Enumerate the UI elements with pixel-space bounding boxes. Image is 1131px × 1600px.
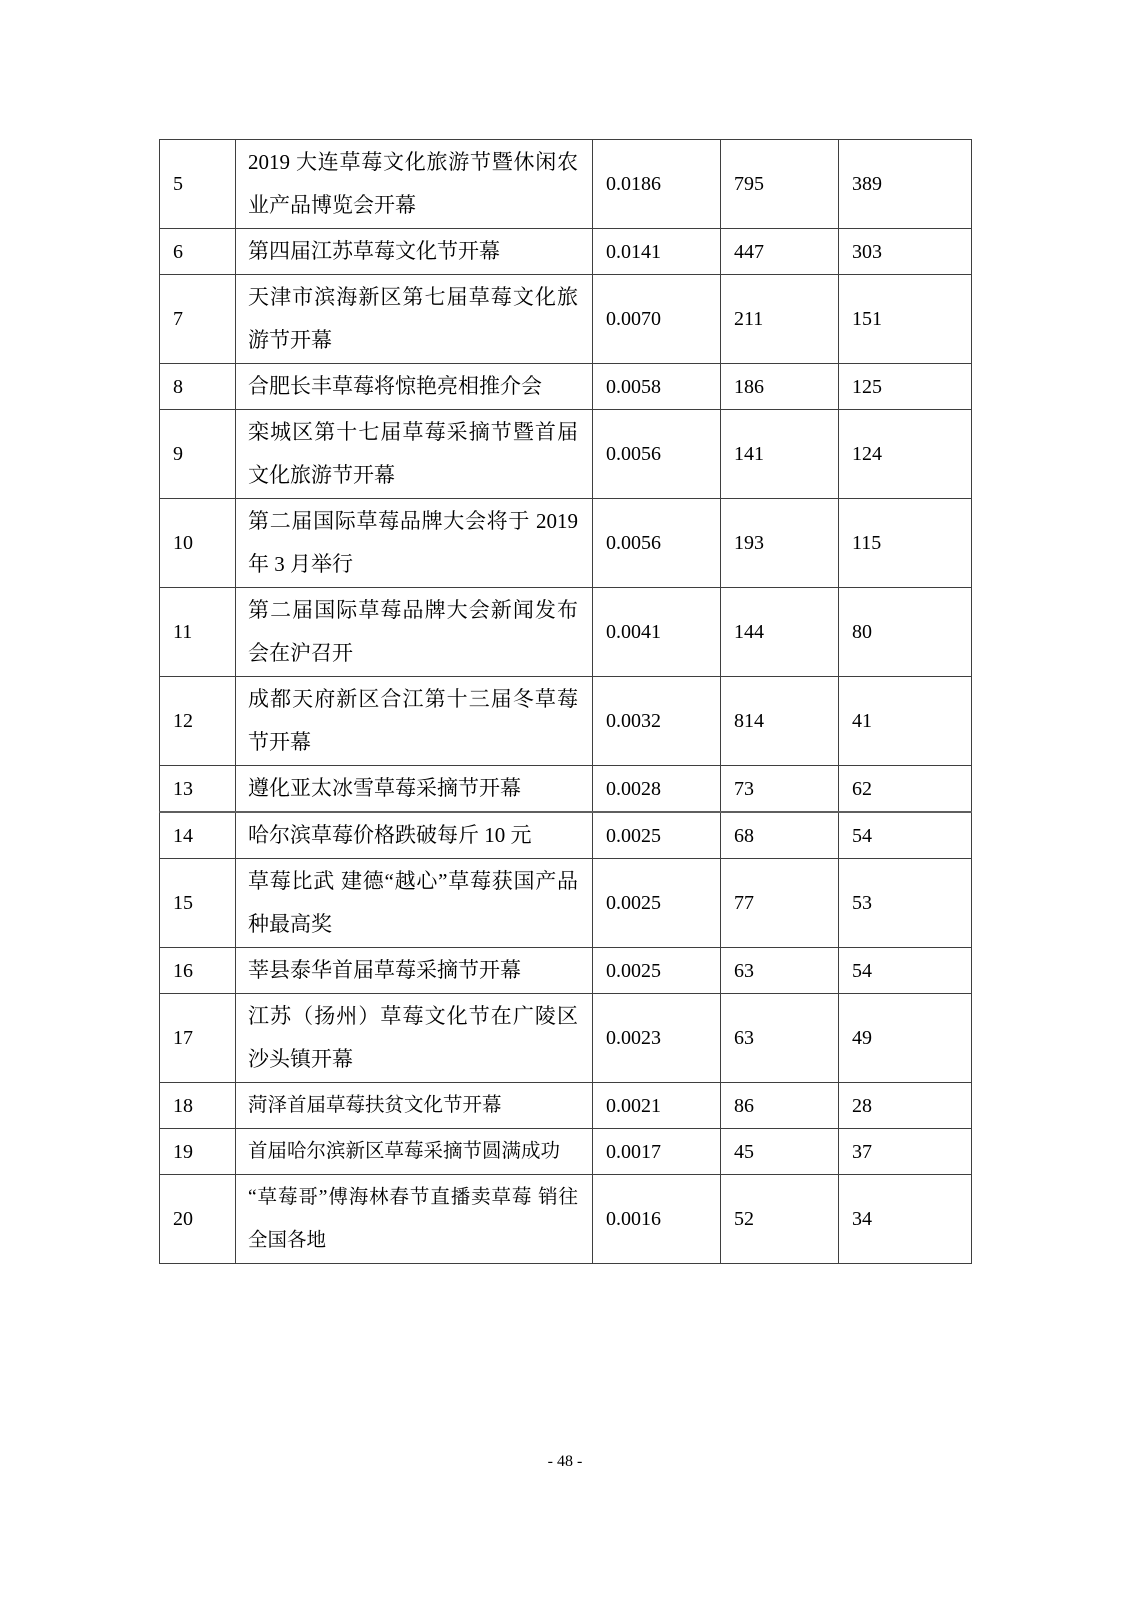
cell-heat: 0.0016 bbox=[593, 1175, 721, 1264]
cell-title: 成都天府新区合江第十三届冬草莓节开幕 bbox=[236, 677, 593, 766]
cell-total: 86 bbox=[721, 1083, 839, 1129]
cell-heat: 0.0017 bbox=[593, 1129, 721, 1175]
cell-rank: 12 bbox=[160, 677, 236, 766]
cell-heat: 0.0028 bbox=[593, 766, 721, 813]
cell-media: 54 bbox=[839, 812, 972, 859]
news-ranking-table bbox=[159, 139, 972, 1264]
cell-rank: 13 bbox=[160, 766, 236, 813]
cell-heat: 0.0021 bbox=[593, 1083, 721, 1129]
cell-media: 53 bbox=[839, 859, 972, 948]
table-row bbox=[160, 948, 972, 994]
cell-title: 第二届国际草莓品牌大会新闻发布会在沪召开 bbox=[236, 588, 593, 677]
table-row bbox=[160, 677, 972, 766]
cell-title: “草莓哥”傅海林春节直播卖草莓 销往全国各地 bbox=[236, 1175, 593, 1264]
cell-rank: 5 bbox=[160, 140, 236, 229]
cell-title: 合肥长丰草莓将惊艳亮相推介会 bbox=[236, 364, 593, 410]
cell-rank: 8 bbox=[160, 364, 236, 410]
cell-total: 193 bbox=[721, 499, 839, 588]
table-row bbox=[160, 364, 972, 410]
table-row bbox=[160, 859, 972, 948]
cell-rank: 14 bbox=[160, 812, 236, 859]
cell-title: 遵化亚太冰雪草莓采摘节开幕 bbox=[236, 766, 593, 813]
cell-total: 63 bbox=[721, 994, 839, 1083]
cell-heat: 0.0056 bbox=[593, 410, 721, 499]
table-row bbox=[160, 812, 972, 859]
cell-title: 哈尔滨草莓价格跌破每斤 10 元 bbox=[236, 812, 593, 859]
cell-title: 第二届国际草莓品牌大会将于 2019 年 3 月举行 bbox=[236, 499, 593, 588]
cell-heat: 0.0025 bbox=[593, 859, 721, 948]
cell-media: 54 bbox=[839, 948, 972, 994]
news-table-body bbox=[160, 140, 972, 1264]
cell-media: 41 bbox=[839, 677, 972, 766]
cell-heat: 0.0186 bbox=[593, 140, 721, 229]
cell-title: 莘县泰华首届草莓采摘节开幕 bbox=[236, 948, 593, 994]
cell-media: 37 bbox=[839, 1129, 972, 1175]
cell-media: 80 bbox=[839, 588, 972, 677]
cell-media: 303 bbox=[839, 229, 972, 275]
cell-total: 45 bbox=[721, 1129, 839, 1175]
cell-title: 菏泽首届草莓扶贫文化节开幕 bbox=[236, 1083, 593, 1129]
cell-heat: 0.0141 bbox=[593, 229, 721, 275]
cell-media: 62 bbox=[839, 766, 972, 813]
table-row bbox=[160, 140, 972, 229]
table-row bbox=[160, 766, 972, 813]
cell-media: 151 bbox=[839, 275, 972, 364]
cell-rank: 6 bbox=[160, 229, 236, 275]
cell-total: 211 bbox=[721, 275, 839, 364]
table-row bbox=[160, 588, 972, 677]
cell-total: 144 bbox=[721, 588, 839, 677]
cell-media: 49 bbox=[839, 994, 972, 1083]
table-row bbox=[160, 229, 972, 275]
cell-heat: 0.0058 bbox=[593, 364, 721, 410]
cell-rank: 11 bbox=[160, 588, 236, 677]
table-row bbox=[160, 1083, 972, 1129]
cell-title: 首届哈尔滨新区草莓采摘节圆满成功 bbox=[236, 1129, 593, 1175]
cell-total: 52 bbox=[721, 1175, 839, 1264]
table-row bbox=[160, 499, 972, 588]
cell-title: 天津市滨海新区第七届草莓文化旅游节开幕 bbox=[236, 275, 593, 364]
cell-rank: 16 bbox=[160, 948, 236, 994]
cell-media: 389 bbox=[839, 140, 972, 229]
cell-heat: 0.0025 bbox=[593, 948, 721, 994]
page-number: - 48 - bbox=[547, 1453, 583, 1470]
cell-rank: 9 bbox=[160, 410, 236, 499]
cell-title: 第四届江苏草莓文化节开幕 bbox=[236, 229, 593, 275]
cell-rank: 17 bbox=[160, 994, 236, 1083]
table-row bbox=[160, 275, 972, 364]
cell-total: 447 bbox=[721, 229, 839, 275]
cell-rank: 7 bbox=[160, 275, 236, 364]
table-row bbox=[160, 994, 972, 1083]
cell-total: 141 bbox=[721, 410, 839, 499]
cell-heat: 0.0056 bbox=[593, 499, 721, 588]
cell-title: 草莓比武 建德“越心”草莓获国产品种最高奖 bbox=[236, 859, 593, 948]
table-row bbox=[160, 1175, 972, 1264]
cell-title: 2019 大连草莓文化旅游节暨休闲农业产品博览会开幕 bbox=[236, 140, 593, 229]
cell-total: 73 bbox=[721, 766, 839, 813]
cell-heat: 0.0041 bbox=[593, 588, 721, 677]
cell-total: 795 bbox=[721, 140, 839, 229]
cell-total: 68 bbox=[721, 812, 839, 859]
cell-media: 124 bbox=[839, 410, 972, 499]
cell-media: 28 bbox=[839, 1083, 972, 1129]
cell-total: 63 bbox=[721, 948, 839, 994]
cell-rank: 10 bbox=[160, 499, 236, 588]
table-row bbox=[160, 410, 972, 499]
cell-title: 栾城区第十七届草莓采摘节暨首届文化旅游节开幕 bbox=[236, 410, 593, 499]
cell-rank: 20 bbox=[160, 1175, 236, 1264]
cell-heat: 0.0032 bbox=[593, 677, 721, 766]
cell-media: 34 bbox=[839, 1175, 972, 1264]
cell-total: 77 bbox=[721, 859, 839, 948]
cell-rank: 19 bbox=[160, 1129, 236, 1175]
cell-title: 江苏（扬州）草莓文化节在广陵区沙头镇开幕 bbox=[236, 994, 593, 1083]
cell-rank: 15 bbox=[160, 859, 236, 948]
cell-total: 186 bbox=[721, 364, 839, 410]
cell-heat: 0.0023 bbox=[593, 994, 721, 1083]
table-row bbox=[160, 1129, 972, 1175]
cell-heat: 0.0025 bbox=[593, 812, 721, 859]
cell-rank: 18 bbox=[160, 1083, 236, 1129]
cell-media: 125 bbox=[839, 364, 972, 410]
cell-media: 115 bbox=[839, 499, 972, 588]
cell-heat: 0.0070 bbox=[593, 275, 721, 364]
cell-total: 814 bbox=[721, 677, 839, 766]
